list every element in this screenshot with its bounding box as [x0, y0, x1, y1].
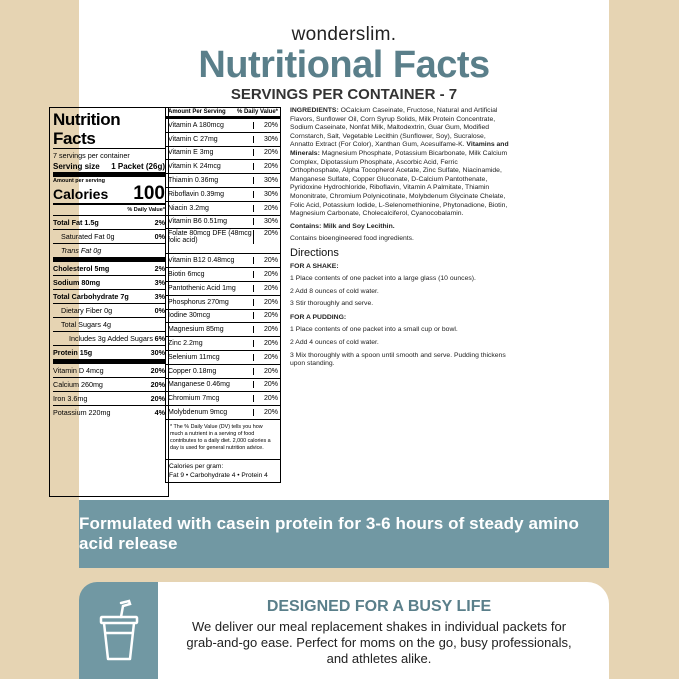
vitamin-row [166, 337, 280, 351]
vitamin-label: Vitamin K 24mcg [168, 163, 254, 170]
vitamin-row [166, 229, 280, 254]
vitamin-value: 20% [263, 121, 278, 129]
nutrient-row [53, 378, 165, 392]
vitamin-row [166, 406, 280, 420]
servings-line: 7 servings per container [53, 151, 130, 160]
nutrition-facts-label [49, 107, 169, 497]
cup-icon-box [79, 582, 158, 679]
nutrient-row [53, 392, 165, 406]
vitamin-row [166, 160, 280, 174]
vitamin-row [166, 379, 280, 393]
nutrient-value: 0% [154, 306, 165, 315]
nutrient-value: 30% [150, 348, 165, 357]
nutrient-label: Sodium 80mg [53, 278, 101, 287]
vitamin-value: 20% [263, 326, 278, 334]
nutrient-row [53, 304, 165, 318]
vitamin-value: 30% [263, 218, 278, 226]
vitamin-value: 20% [263, 163, 278, 171]
vitamin-label: Copper 0.18mg [168, 368, 254, 375]
vitamin-row [166, 147, 280, 161]
nutrient-label: Total Sugars 4g [61, 320, 111, 329]
vitamin-row [166, 133, 280, 147]
vitamin-value: 20% [263, 149, 278, 157]
nutrient-label: Dietary Fiber 0g [61, 306, 113, 315]
vitamin-value: 20% [263, 381, 278, 389]
vitamin-value: 20% [263, 271, 278, 279]
nutrient-label: Trans Fat 0g [61, 246, 102, 255]
nutrient-label: Cholesterol 5mg [53, 264, 110, 273]
vitamin-value: 20% [263, 204, 278, 212]
vitamin-label: Vitamin A 180mcg [168, 122, 254, 129]
vitamin-label: Molybdenum 9mcg [168, 409, 254, 416]
busy-life-card [79, 582, 609, 679]
busy-life-body: We deliver our meal replacement shakes in individual packets for grab-and-go ease. Perfect for moms on the go, busy professionals, and athletes alike. [186, 619, 572, 666]
vitamin-value: 20% [263, 353, 278, 361]
nutrient-value: 3% [154, 292, 165, 301]
pudding-steps [290, 326, 510, 368]
nutrient-row [53, 276, 165, 290]
vitamin-value: 20% [263, 230, 278, 238]
servings-per-container: SERVINGS PER CONTAINER - 7 [230, 86, 458, 103]
nutrient-label: Total Fat 1.5g [53, 218, 99, 227]
amount-per-serving: Amount per serving [53, 178, 105, 184]
vitamin-value: 20% [263, 340, 278, 348]
nutrient-value: 4% [154, 408, 165, 417]
nutrient-row [53, 244, 165, 262]
nutrient-row [53, 230, 165, 244]
nutrient-value: 20% [150, 366, 165, 375]
nutrient-label: Protein 15g [53, 348, 93, 357]
direction-step: 1 Place contents of one packet into a large glass (10 ounces). [290, 275, 476, 283]
vitamin-row [166, 216, 280, 230]
vitamin-row [166, 268, 280, 282]
vitamin-value: 20% [263, 395, 278, 403]
nutrient-value: 3% [154, 278, 165, 287]
vitamin-row [166, 351, 280, 365]
nutrient-label: Iron 3.6mg [53, 394, 88, 403]
vitamin-row [166, 202, 280, 216]
calories-per-gram: Calories per gram: Fat 9 • Carbohydrate 4 • Protein 4 [169, 462, 268, 479]
directions-title: Directions [290, 246, 339, 259]
vitamin-table [165, 107, 281, 483]
vitamin-label: Vitamin B6 0.51mg [168, 218, 254, 225]
direction-step: 3 Stir thoroughly and serve. [290, 300, 374, 308]
vitamin-label: Niacin 3.2mg [168, 205, 254, 212]
vitamin-label: Selenium 11mcg [168, 354, 254, 361]
direction-step: 1 Place contents of one packet into a small cup or bowl. [290, 326, 458, 334]
nutrient-row [53, 364, 165, 378]
vitamin-value: 30% [263, 177, 278, 185]
vitamin-label: Phosphorus 270mg [168, 299, 254, 306]
vitamin-value: 20% [263, 298, 278, 306]
vitamin-value: 20% [263, 409, 278, 417]
nutrient-value: 20% [150, 380, 165, 389]
pudding-title: FOR A PUDDING: [290, 313, 347, 321]
daily-value-header: % Daily Value* [53, 205, 165, 216]
direction-step: 3 Mix thoroughly with a spoon until smooth and serve. Pudding thickens upon standing. [290, 351, 506, 368]
casein-banner [79, 500, 609, 568]
vitamin-label: Vitamin E 3mg [168, 149, 254, 156]
vitamin-value: 30% [263, 135, 278, 143]
vitamin-row [166, 296, 280, 310]
contains-allergens: Contains: Milk and Soy Lecithin. [290, 222, 395, 230]
nutrient-row [53, 332, 165, 346]
daily-value-footnote: * The % Daily Value (DV) tells you how much a nutrient in a serving of food contributes to a daily diet. 2,000 calories a day is used for general nutrition advice. [166, 420, 280, 460]
vitamin-value: 20% [263, 367, 278, 375]
vitamin-label: Riboflavin 0.39mg [168, 191, 254, 198]
nutrient-value: 20% [150, 394, 165, 403]
nutrient-value: 2% [154, 264, 165, 273]
nutrient-row [53, 262, 165, 276]
busy-life-heading: DESIGNED FOR A BUSY LIFE [266, 598, 492, 615]
vitamin-row [166, 174, 280, 188]
vitamin-row [166, 188, 280, 202]
vitamin-value: 20% [263, 312, 278, 320]
vitamin-table-header: Amount Per Serving % Daily Value* [166, 108, 280, 119]
vitamin-label: Zinc 2.2mg [168, 340, 254, 347]
vitamin-row [166, 392, 280, 406]
nutrition-heading: Nutrition Facts [53, 110, 165, 149]
nutrient-label: Vitamin D 4mcg [53, 366, 104, 375]
cup-icon [97, 599, 141, 663]
vitamin-label: Iodine 30mcg [168, 312, 254, 319]
serving-size: Serving size 1 Packet (26g) [53, 161, 165, 177]
vitamin-label: Manganese 0.46mg [168, 381, 254, 388]
nutrient-label: Potassium 220mg [53, 408, 111, 417]
direction-step: 2 Add 8 ounces of cold water. [290, 287, 379, 295]
calories-row: Calories 100 [53, 183, 165, 204]
vitamin-label: Pantothenic Acid 1mg [168, 285, 254, 292]
vitamin-label: Biotin 6mcg [168, 271, 254, 278]
nutrient-row [53, 318, 165, 332]
nutrient-row [53, 216, 165, 230]
vitamin-label: Chromium 7mcg [168, 395, 254, 402]
vitamin-value: 20% [263, 284, 278, 292]
vitamin-row [166, 254, 280, 268]
vitamin-row [166, 119, 280, 133]
direction-step: 2 Add 4 ounces of cold water. [290, 339, 379, 347]
vitamin-row [166, 310, 280, 324]
nutrient-label: Includes 3g Added Sugars [69, 334, 153, 343]
vitamin-value: 20% [263, 257, 278, 265]
banner-text: Formulated with casein protein for 3-6 hours of steady amino acid release [79, 514, 580, 553]
vitamin-value: 30% [263, 190, 278, 198]
nutrient-value: 2% [154, 218, 165, 227]
nutrient-value: 6% [154, 334, 165, 343]
vitamin-label: Magnesium 85mg [168, 326, 254, 333]
shake-steps [290, 275, 510, 309]
brand-logo: wonderslim. [291, 24, 397, 45]
vitamin-rows [166, 119, 280, 420]
vitamin-row [166, 282, 280, 296]
nutrient-row [53, 406, 165, 419]
vitamin-label: Vitamin C 27mg [168, 136, 254, 143]
nutrient-label: Saturated Fat 0g [61, 232, 115, 241]
vitamin-label: Folate 80mcg DFE (48mcg folic acid) [168, 230, 254, 244]
page-title: Nutritional Facts [198, 44, 490, 86]
nutrient-label: Calcium 260mg [53, 380, 103, 389]
bioengineered-note: Contains bioengineered food ingredients. [290, 235, 414, 243]
vitamin-row [166, 323, 280, 337]
nutrient-row [53, 290, 165, 304]
shake-title: FOR A SHAKE: [290, 262, 339, 270]
vitamin-row [166, 365, 280, 379]
vitamin-label: Thiamin 0.36mg [168, 177, 254, 184]
vitamin-label: Vitamin B12 0.48mcg [168, 257, 254, 264]
nutrient-rows [53, 216, 165, 419]
nutrient-value: 0% [154, 232, 165, 241]
ingredients-column [290, 107, 510, 373]
nutrient-label: Total Carbohydrate 7g [53, 292, 129, 301]
nutrient-row [53, 346, 165, 364]
ingredients-text: INGREDIENTS: OCalcium Caseinate, Fructose, Natural and Artificial Flavors, Sunflower Oil, Corn Syrup Solids, Milk Protein Concentrate, Sodium Caseinate, Nonfat Milk, Maltodextrin, Guar Gum, Modified Cornstarch, Salt, Vegetable Lecithin (Sunflower, Soy), Sucralose, Annatto Extract (For Color), Xanthan Gum, Acesulfame-K. Vitamins and Minerals: Magnesium Phosphate, Potassium Bicarbonate, Milk Calcium Complex, Dipotassium Phosphate, Ascorbic Acid, Ferric Orthophosphate, Alpha Tocopherol Acetate, Zinc Sulfate, Niacinamide, Manganese Sulfate, Copper Gluconate, D-Calcium Pantothenate, Pyridoxine Hydrochloride, Riboflavin, Vitamin A Palmitate, Thiamin Mononitrate, Chromium Polynicotinate, Molybdenum Glycinate Chelate, Folic Acid, Potassium Iodide, L-Selenomethionine, Phytonadione, Biotin, Magnesium Carbonate, Cholecalciferol, Cyanocobalamin. [290, 107, 509, 218]
